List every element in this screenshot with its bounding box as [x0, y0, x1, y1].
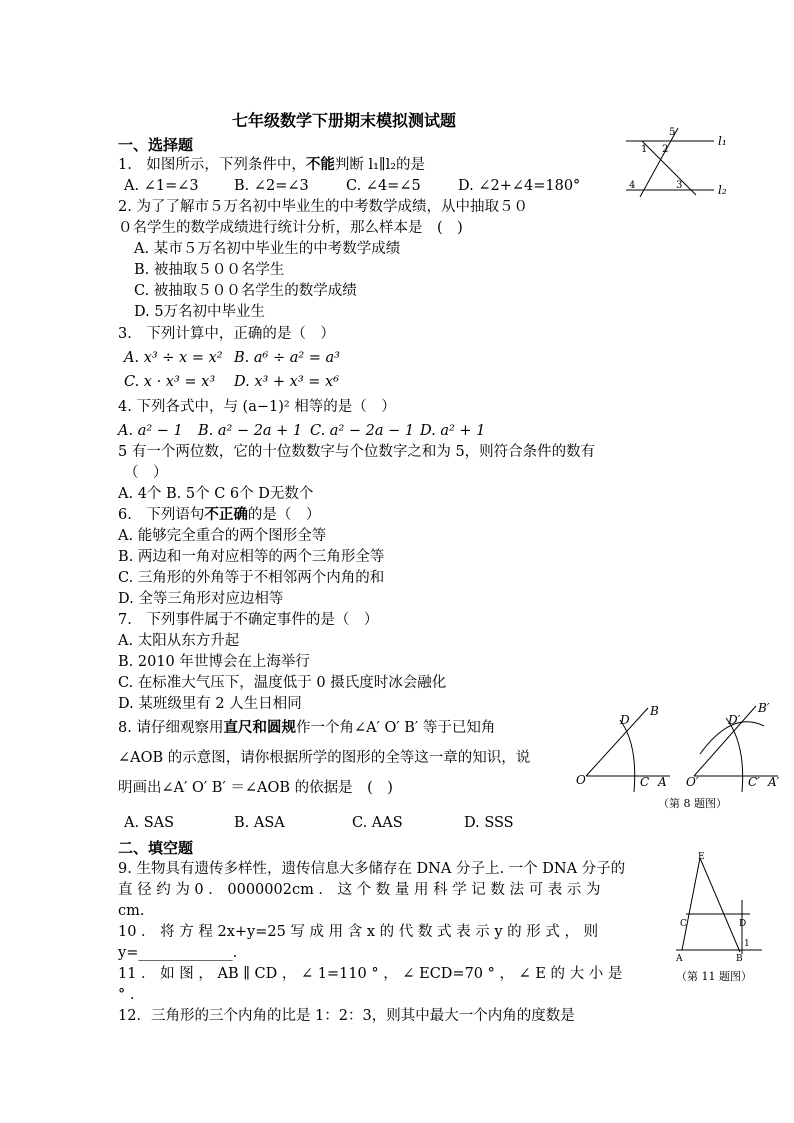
q10-stem-line1: 10 ． 将 方 程 2x+y=25 写 成 用 含 x 的 代 数 式 表 示 y 的 形 式 ， 则	[118, 924, 599, 940]
q1-option-d: D. ∠2+∠4=180°	[458, 178, 581, 194]
q1-option-c: C. ∠4=∠5	[346, 178, 421, 194]
q8-stem-line2: ∠AOB 的示意图，请你根据所学的图形的全等这一章的知识，说	[118, 750, 531, 766]
q7-stem: 7. 下列事件属于不确定事件的是（ ）	[118, 612, 379, 628]
label-d: D	[739, 919, 747, 929]
q3-option-b: B. a⁶ ÷ a² = a³	[234, 350, 340, 366]
q6-stem-bold: 不正确	[204, 506, 248, 523]
q7-option-b: B. 2010 年世博会在上海举行	[118, 654, 310, 670]
q4-option-d: D. a² + 1	[420, 423, 486, 439]
q8-stem-bold: 直尺和圆规	[223, 719, 296, 736]
q1-option-a: A. ∠1=∠3	[124, 178, 199, 194]
label-angle-1: 1	[744, 939, 750, 949]
q6-stem-post: 的是（ ）	[247, 507, 321, 523]
q9-stem-line3: cm.	[118, 903, 145, 919]
label-c: C	[640, 775, 650, 789]
q3-option-c: C. x · x³ = x³	[124, 374, 216, 390]
figure-q1-parallel-lines	[618, 122, 728, 200]
label-angle-3: 3	[676, 180, 683, 191]
q5-stem-line2: （ ）	[124, 465, 168, 481]
q7-option-a: A. 太阳从东方升起	[118, 633, 240, 649]
q8-options	[124, 813, 514, 833]
section-fill-heading: 二、填空题	[118, 839, 194, 857]
q3-stem: 3. 下列计算中，正确的是（ ）	[118, 326, 335, 342]
q6-stem	[118, 505, 320, 525]
q4-option-a: A. a² − 1	[118, 423, 183, 439]
q2-option-c: C. 被抽取５００名学生的数学成绩	[134, 283, 357, 299]
q8-option-b: B. ASA	[234, 815, 285, 831]
label-b-prime: B′	[758, 701, 770, 715]
q1-stem-pre: 1. 如图所示，下列条件中，	[118, 157, 306, 173]
label-a: A	[658, 775, 667, 789]
q3-option-a: A. x³ ÷ x = x²	[124, 350, 223, 366]
q10-stem-line2: y=_____________.	[118, 945, 238, 961]
q7-option-c: C. 在标准大气压下，温度低于 0 摄氏度时冰会融化	[118, 675, 447, 691]
q11-stem-line1: 11 ． 如 图 ， AB ∥ CD ， ∠ 1=110 ° ， ∠ ECD=70 ° ， ∠ E 的 大 小 是	[118, 966, 623, 982]
label-d-prime: D′	[728, 713, 741, 727]
label-b: B	[650, 704, 659, 718]
q11-stem-line2: ° .	[118, 987, 135, 1003]
label-angle-2: 2	[662, 144, 669, 155]
ray-o2b2	[694, 706, 756, 776]
q5-options: A. 4个 B. 5个 C 6个 D无数个	[118, 486, 314, 502]
arc-right-2	[726, 718, 743, 792]
q2-option-d: D. 5万名初中毕业生	[134, 304, 266, 320]
label-angle-5: 5	[669, 127, 676, 138]
q2-stem-line2: ０名学生的数学成绩进行统计分析，那么样本是 ( )	[118, 220, 463, 236]
label-l1: l₁	[718, 134, 727, 148]
transversal-1	[642, 141, 696, 195]
label-e: E	[698, 852, 705, 862]
q2-stem-line1: 2. 为了了解市５万名初中毕业生的中考数学成绩，从中抽取５０	[118, 199, 528, 215]
q8-option-d: D. SSS	[464, 815, 514, 831]
q3-options-row1	[124, 348, 340, 368]
q1-stem	[118, 155, 425, 175]
label-l2: l₂	[718, 183, 727, 197]
label-a: A	[676, 954, 683, 962]
ray-ob	[586, 708, 648, 776]
q4-stem: 4. 下列各式中，与 (a−1)² 相等的是（ ）	[118, 399, 396, 415]
q6-option-a: A. 能够完全重合的两个图形全等	[118, 528, 327, 544]
q3-option-d: D. x³ + x³ = x⁶	[234, 374, 340, 390]
label-o: O	[576, 773, 586, 787]
label-d: D	[620, 713, 630, 727]
q1-stem-post: 判断 l₁∥l₂的是	[334, 157, 426, 173]
label-c-prime: C′	[748, 775, 760, 789]
label-b: B	[736, 954, 743, 962]
label-angle-4: 4	[629, 180, 636, 191]
q7-option-d: D. 某班级里有 2 人生日相同	[118, 696, 302, 712]
q8-stem-line3: 明画出∠A′ O′ B′ ＝∠AOB 的依据是 ( )	[118, 780, 393, 796]
q4-options	[118, 421, 485, 441]
q1-stem-bold: 不能	[305, 156, 335, 173]
q1-option-b: B. ∠2=∠3	[234, 178, 309, 194]
q8-stem-post: 作一个角∠A′ O′ B′ 等于已知角	[295, 720, 496, 736]
section-choice-heading: 一、选择题	[118, 136, 194, 154]
q6-option-c: C. 三角形的外角等于不相邻两个内角的和	[118, 570, 385, 586]
q8-option-a: A. SAS	[124, 815, 175, 831]
q4-option-b: B. a² − 2a + 1	[198, 423, 303, 439]
segment-ea	[682, 858, 700, 950]
figure-q8-caption: （第 8 题图）	[658, 797, 727, 810]
q8-option-c: C. AAS	[352, 815, 403, 831]
q5-stem-line1: 5 有一个两位数，它的十位数数字与个位数字之和为 5，则符合条件的数有	[118, 444, 596, 460]
q8-stem-line1	[118, 718, 495, 738]
label-angle-1: 1	[641, 144, 648, 155]
figure-q11-parallel-triangle	[670, 850, 770, 962]
q6-option-b: B. 两边和一角对应相等的两个三角形全等	[118, 549, 385, 565]
figure-q8-angle-construction	[572, 698, 787, 810]
label-o-prime: O′	[686, 775, 699, 789]
q12-stem-line1: 12．三角形的三个内角的比是 1：2：3，则其中最大一个内角的度数是	[118, 1008, 575, 1024]
q4-option-c: C. a² − 2a − 1	[310, 423, 415, 439]
q1-options	[124, 176, 580, 196]
q8-stem-pre: 8. 请仔细观察用	[118, 720, 224, 736]
q2-option-a: A. 某市５万名初中毕业生的中考数学成绩	[134, 241, 401, 257]
figure-q11-caption: （第 11 题图）	[676, 970, 752, 983]
q9-stem-line2: 直 径 约 为 0 ． 0000002cm ． 这 个 数 量 用 科 学 记 数 法 可 表 示 为	[118, 882, 601, 898]
label-a-prime: A′	[768, 775, 780, 789]
q2-option-b: B. 被抽取５００名学生	[134, 262, 285, 278]
q6-option-d: D. 全等三角形对应边相等	[118, 591, 284, 607]
q3-options-row2	[124, 372, 339, 392]
segment-eb	[700, 858, 740, 952]
page-title: 七年级数学下册期末模拟测试题	[232, 111, 457, 130]
q9-stem-line1: 9. 生物具有遗传多样性，遗传信息大多储存在 DNA 分子上. 一个 DNA 分子的	[118, 861, 626, 877]
q6-stem-pre: 6. 下列语句	[118, 507, 205, 523]
label-c: C	[680, 919, 687, 929]
transversal-2	[640, 128, 678, 197]
